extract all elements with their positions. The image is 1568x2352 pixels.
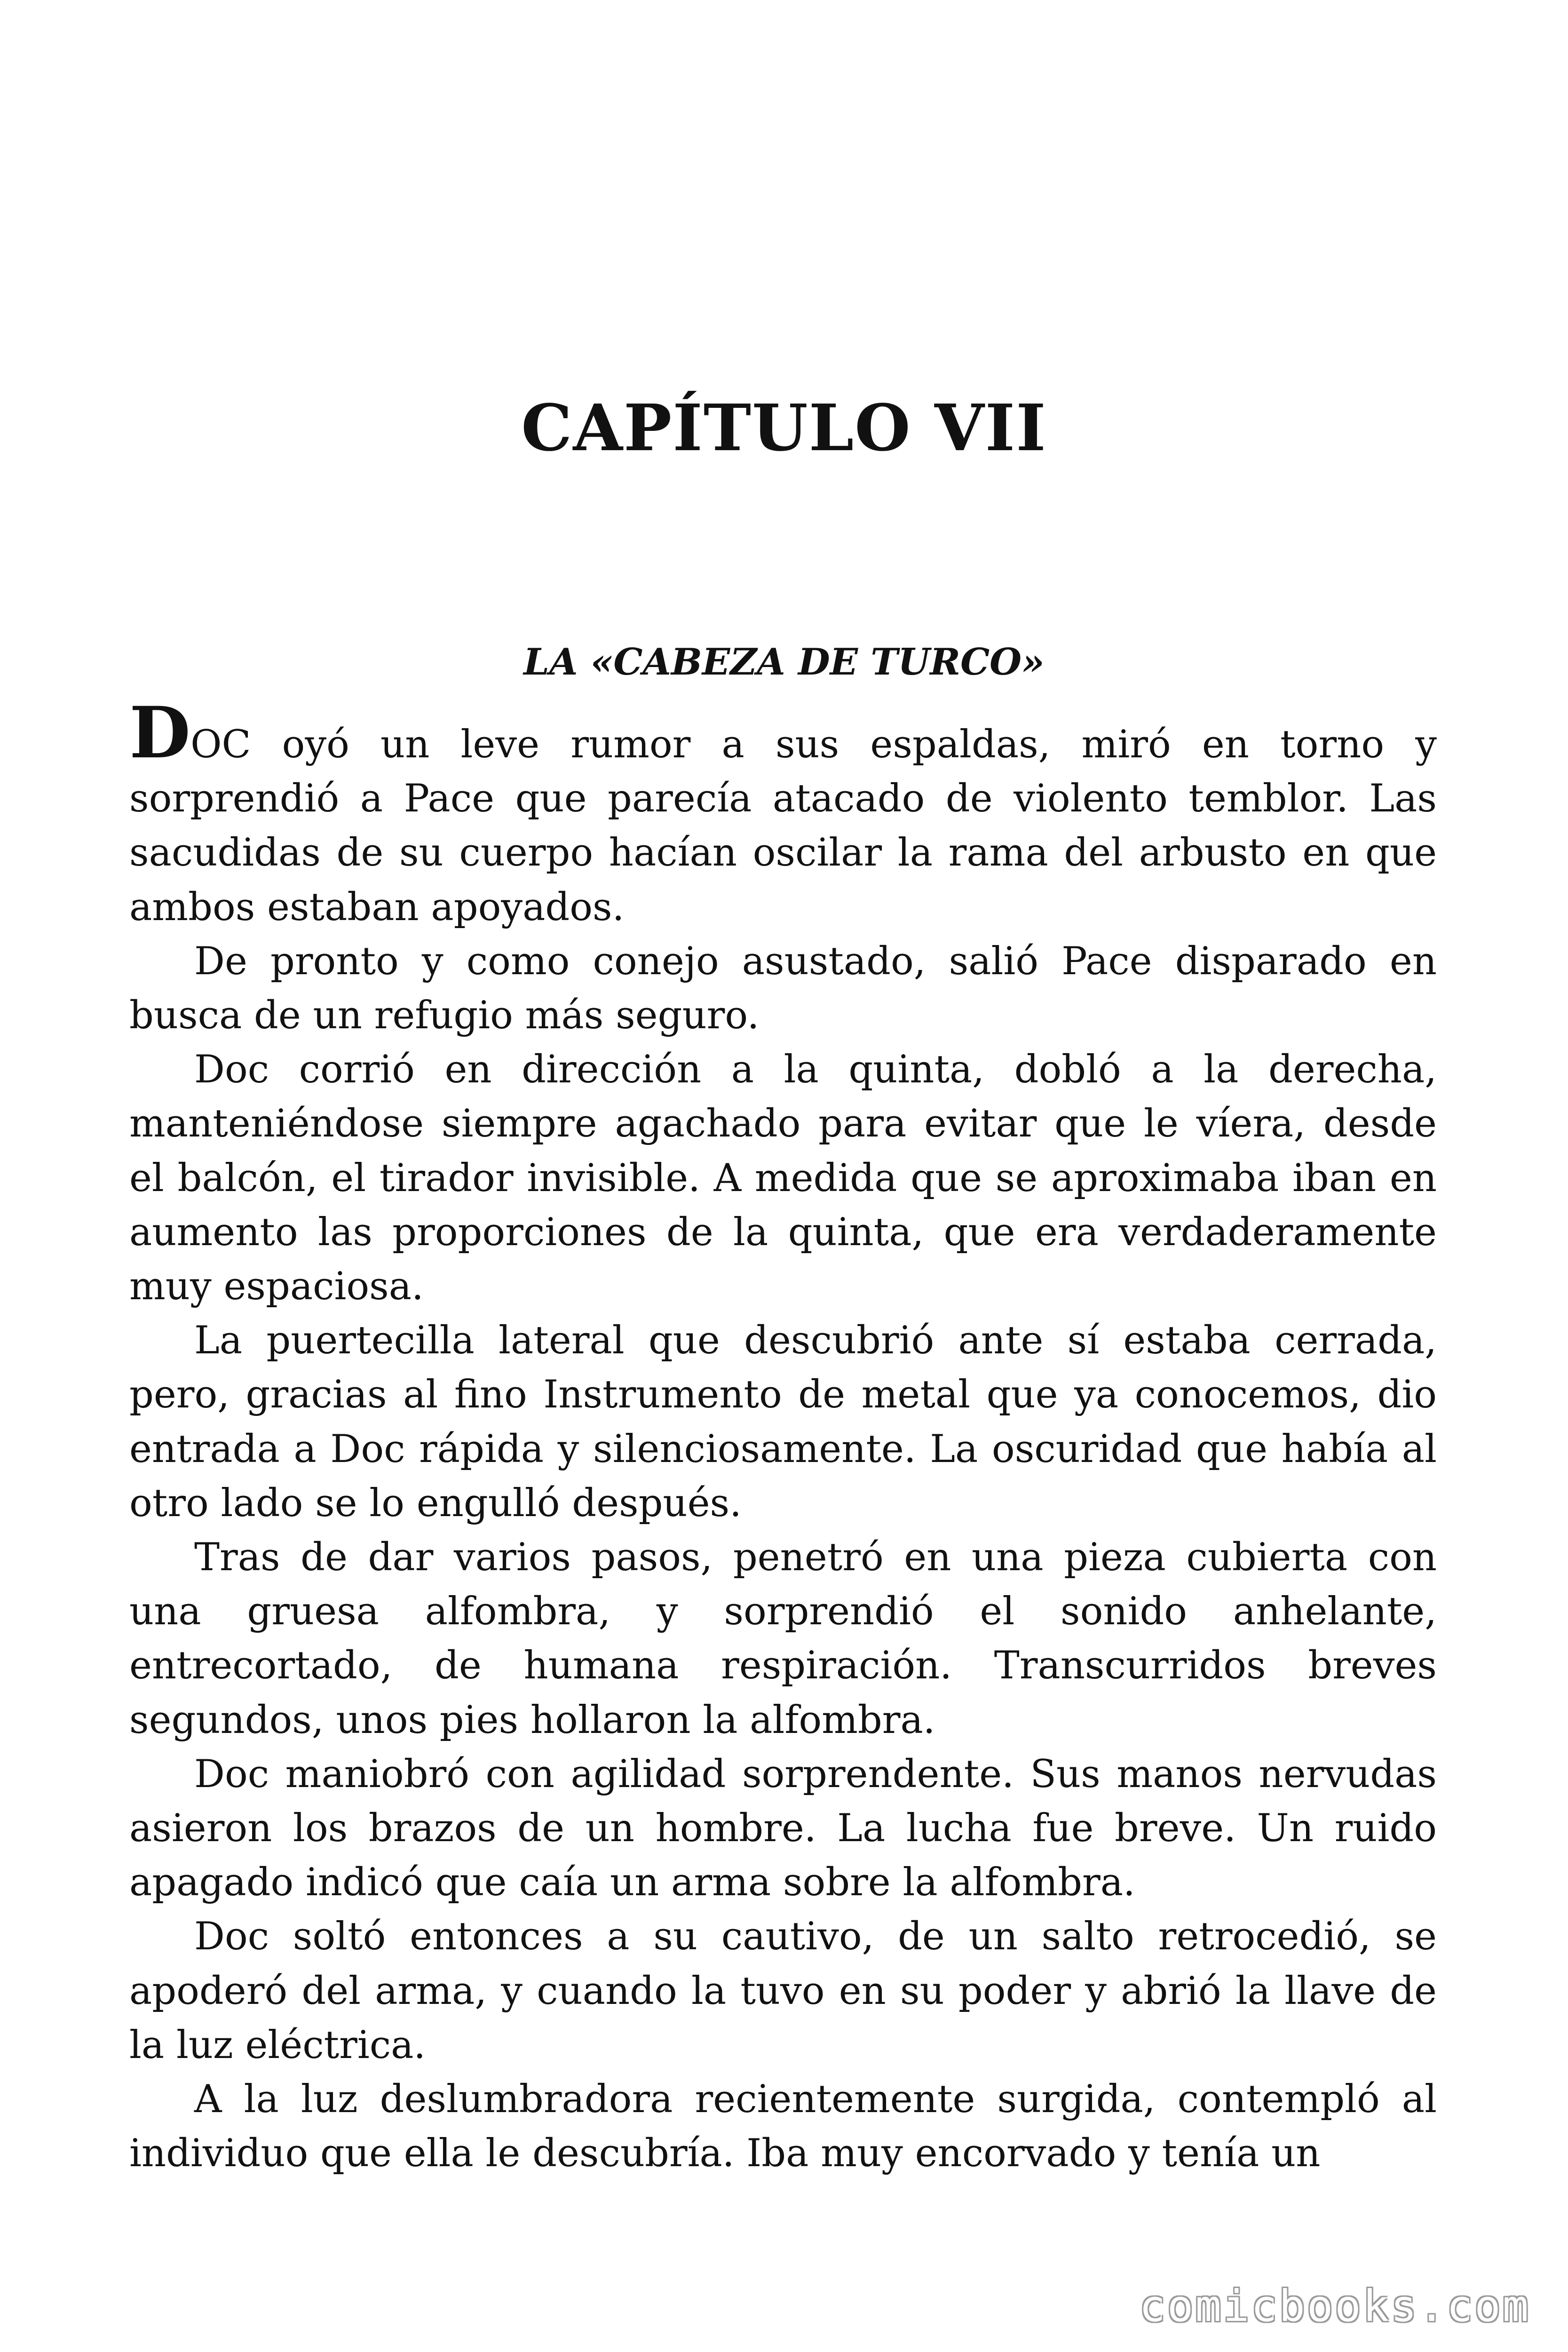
paragraph: De pronto y como conejo asustado, salió Pace disparado en busca de un refugio más seguro. <box>129 939 1437 1038</box>
paragraph: Tras de dar varios pasos, penetró en una pieza cubierta con una gruesa alfombra, y sorprendió el sonido anhelante, entrecortado, de humana respiración. Transcurridos breves segundos, unos pies hollaron la alfombra. <box>129 1535 1437 1742</box>
paragraph: A la luz deslumbradora recientemente surgida, contempló al individuo que ella le descubría. Iba muy encorvado y tenía un <box>129 2077 1437 2176</box>
chapter-body <box>129 691 1437 2181</box>
paragraph: Doc corrió en dirección a la quinta, dobló a la derecha, manteniéndose siempre agachado para evitar que le víera, desde el balcón, el tirador invisible. A medida que se aproximaba iban en aumento las proporciones de la quinta, que era verdaderamente muy espaciosa. <box>129 1048 1437 1309</box>
opening-text: oyó un leve rumor a sus espaldas, miró en torno y sorprendió a Pace que parecía atacado de violento temblor. Las sacudidas de su cuerpo hacían oscilar la rama del arbusto en que ambos estaban apoyados. <box>129 723 1437 930</box>
paragraph: Doc soltó entonces a su cautivo, de un salto retrocedió, se apoderó del arma, y cuando la tuvo en su poder y abrió la llave de la luz eléctrica. <box>129 1915 1437 2067</box>
watermark: comicbooks.com <box>1139 2281 1530 2331</box>
paragraph: La puertecilla lateral que descubrió ante sí estaba cerrada, pero, gracias al fino Instrumento de metal que ya conocemos, dio entrada a Doc rápida y silenciosamente. La oscuridad que había al otro lado se lo engulló después. <box>129 1319 1437 1526</box>
drop-cap: D <box>129 691 191 774</box>
paragraph: Doc maniobró con agilidad sorprendente. Sus manos nervudas asieron los brazos de un hombre. La lucha fue breve. Un ruido apagado indicó que caía un arma sobre la alfombra. <box>129 1752 1437 1905</box>
chapter-title: CAPÍTULO VII <box>521 390 1047 466</box>
paragraph-opening <box>129 691 1437 935</box>
chapter-subtitle: LA «CABEZA DE TURCO» <box>523 641 1045 683</box>
small-caps-lead: OC <box>190 723 251 767</box>
